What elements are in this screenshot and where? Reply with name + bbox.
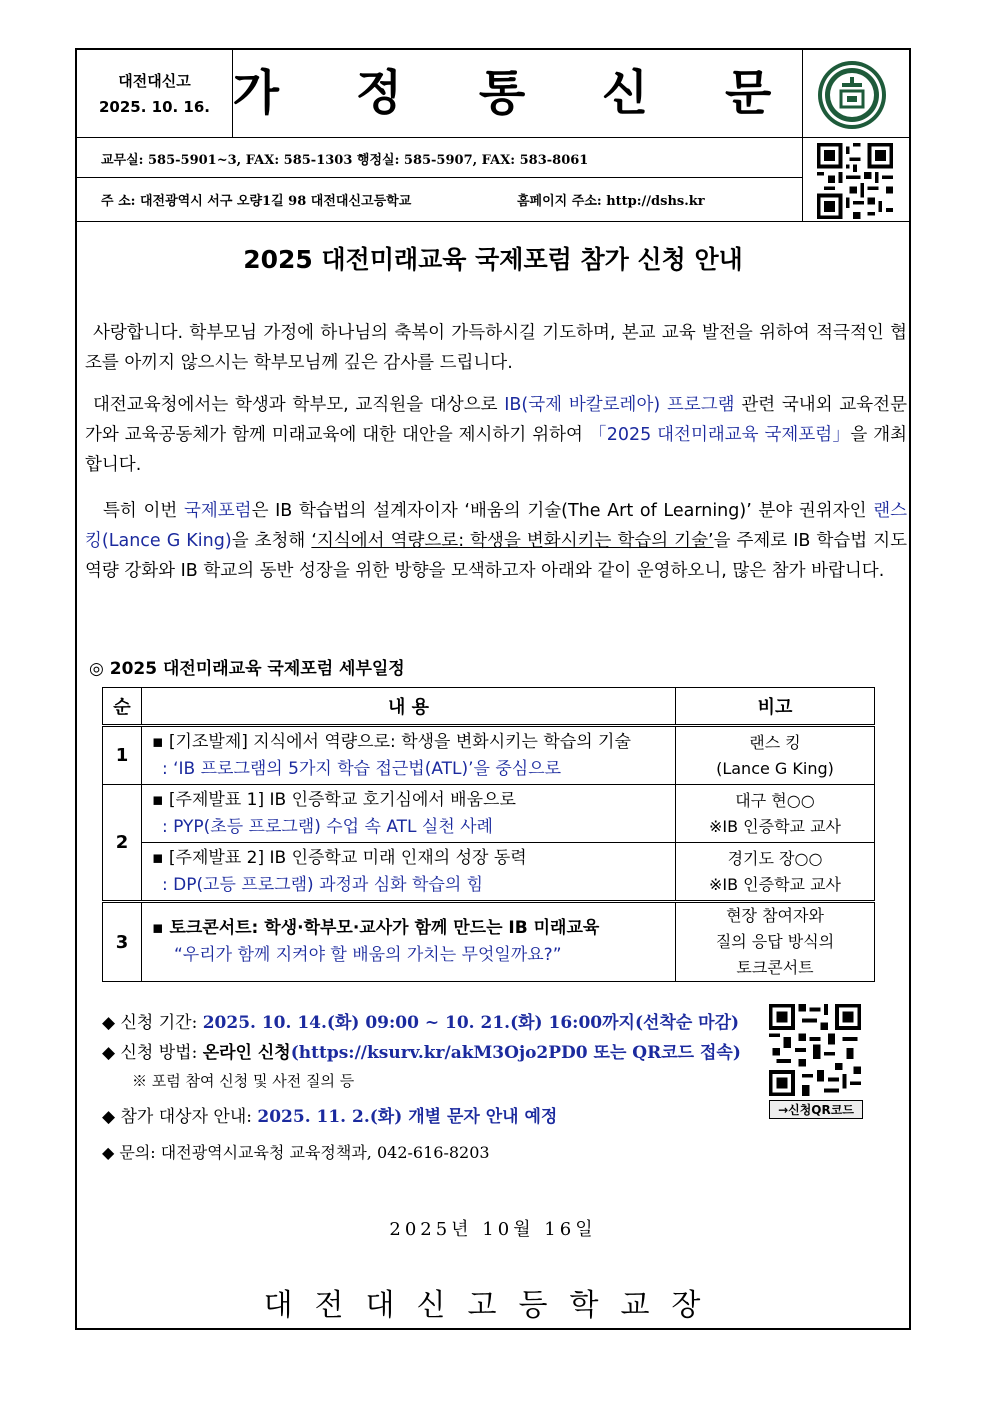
row-number: 1 <box>103 726 142 785</box>
table-header-row <box>103 688 875 726</box>
phone-fax-text: 교무실: 585-5901~3, FAX: 585-1303 행정실: 585-5907, FAX: 583-8061 <box>101 153 589 168</box>
row-sub-text: “우리가 함께 지켜야 할 배움의 가치는 무엇일까요?” <box>174 945 562 965</box>
row-number: 2 <box>103 785 142 902</box>
note-line: 경기도 장○○ <box>727 848 823 868</box>
apply-qr-code[interactable] <box>769 1004 861 1096</box>
paragraph-speaker <box>85 496 907 586</box>
row-number: 3 <box>103 902 142 982</box>
row-note <box>676 785 875 843</box>
address-text: 주 소: 대전광역시 서구 오량1길 98 대전대신고등학교 <box>101 194 412 209</box>
phone-info-row <box>77 137 802 178</box>
forum-highlight: 국제포럼 <box>183 501 252 521</box>
speaker-name-highlight: 랜스 킹(Lance G King) <box>85 501 907 551</box>
note-line: 토크콘서트 <box>736 958 814 977</box>
row-sub-text: : DP(고등 프로그램) 과정과 심화 학습의 힘 <box>162 874 484 895</box>
contact-line: ◆ 문의: 대전광역시교육청 교육정책과, 042-616-8203 <box>102 1143 490 1162</box>
apply-method-line <box>102 1038 741 1063</box>
p3-text-a: 특히 이번 <box>103 501 184 521</box>
row-note <box>676 726 875 785</box>
row-note <box>676 902 875 982</box>
school-name: 대전대신고 <box>118 72 191 90</box>
period-value: 2025. 10. 14.(화) 09:00 ~ 10. 21.(화) 16:00까지(선착순 마감) <box>202 1013 740 1033</box>
apply-period-line <box>102 1008 739 1033</box>
table-row <box>103 843 875 902</box>
logo-qr-box <box>802 50 910 221</box>
p3-text-e: 을 초청해 <box>231 531 312 551</box>
row-main-text: ▪ [주제발표 1] IB 인증학교 호기심에서 배움으로 <box>152 789 516 810</box>
table-row <box>103 726 875 785</box>
p2-text-e: 을 개최합니다. <box>85 425 907 475</box>
forum-name-highlight: 「2025 대전미래교육 국제포럼」 <box>588 425 851 445</box>
row-main-text: ▪ 토크콘서트: 학생·학부모·교사가 함께 만드는 IB 미래교육 <box>152 918 600 938</box>
row-content <box>142 843 676 902</box>
school-emblem-logo <box>816 59 888 131</box>
ib-program-highlight: IB(국제 바칼로레아) 프로그램 <box>504 395 735 415</box>
note-line: ※IB 인증학교 교사 <box>708 816 841 836</box>
address-info-row <box>77 177 802 221</box>
apply-method-note: ※ 포럼 참여 신청 및 사전 질의 등 <box>132 1072 355 1090</box>
col-header-no: 순 <box>103 688 142 726</box>
row-sub-text: : PYP(초등 프로그램) 수업 속 ATL 실천 사례 <box>162 816 493 837</box>
row-note <box>676 843 875 902</box>
period-label: ◆ 신청 기간: <box>102 1013 203 1033</box>
col-header-note: 비고 <box>676 688 875 726</box>
row-main-text: ▪ [주제발표 2] IB 인증학교 미래 인재의 성장 동력 <box>152 847 527 868</box>
target-value: 2025. 11. 2.(화) 개별 문자 안내 예정 <box>257 1107 558 1127</box>
p2-text-a: 대전교육청에서는 학생과 학부모, 교직원을 대상으로 <box>93 395 505 415</box>
footer-date: 2025년 10월 16일 <box>389 1219 597 1240</box>
paragraph-greeting: 사랑합니다. 학부모님 가정에 하나님의 축복이 가득하시길 기도하며, 본교 교육 발전을 위하여 적극적인 협조를 아끼지 않으시는 학부모님께 깊은 감사를 드립니다. <box>85 323 907 373</box>
note-line: ※IB 인증학교 교사 <box>708 874 841 894</box>
col-header-content: 내 용 <box>142 688 676 726</box>
table-row <box>103 902 875 982</box>
note-line: 랜스 킹 <box>749 732 801 752</box>
target-label: ◆ 참가 대상자 안내: <box>102 1107 258 1127</box>
note-line: 대구 현○○ <box>735 790 815 810</box>
note-line: (Lance G King) <box>716 758 834 778</box>
apply-url-link[interactable]: (https://ksurv.kr/akM3Ojo2PD0 또는 QR코드 접속) <box>290 1043 741 1063</box>
note-line: 현장 참여자와 <box>726 906 824 925</box>
row-content <box>142 726 676 785</box>
p2-text-c: 관련 국내외 교육전문가와 교육공동체가 함께 미래교육에 대한 대안을 제시하기 위하여 <box>85 395 907 445</box>
target-notice-line <box>102 1102 557 1127</box>
row-content <box>142 785 676 843</box>
p3-text-c: 은 IB 학습법의 설계자이자 ‘배움의 기술(The Art of Learning)’ 분야 권위자인 <box>251 501 874 521</box>
principal-signature: 대전대신고등학교장 <box>263 1288 723 1323</box>
issue-date: 2025. 10. 16. <box>98 98 211 116</box>
table-row <box>103 785 875 843</box>
schedule-table <box>102 687 875 982</box>
row-content <box>142 902 676 982</box>
document-title: 2025 대전미래교육 국제포럼 참가 신청 안내 <box>243 245 743 274</box>
document-frame <box>75 48 911 1330</box>
p3-text-g: 을 주제로 IB 학습법 지도 역량 강화와 IB 학교의 동반 성장을 위한 방향을 모색하고자 아래와 같이 운영하오니, 많은 참가 바랍니다. <box>85 531 907 581</box>
header-row <box>77 50 909 138</box>
note-line: 질의 응답 방식의 <box>715 932 835 951</box>
theme-underlined: ‘지식에서 역량으로: 학생을 변화시키는 학습의 기술’ <box>311 531 714 551</box>
row-sub-text: : ‘IB 프로그램의 5가지 학습 접근법(ATL)’을 중심으로 <box>162 758 562 779</box>
school-info-box <box>77 50 233 137</box>
newsletter-title: 가 정 통 신 문 <box>232 65 802 121</box>
homepage-link[interactable]: 홈페이지 주소: http://dshs.kr <box>517 194 705 209</box>
method-online: 온라인 신청 <box>202 1043 291 1063</box>
qr-caption: →신청QR코드 <box>769 1100 863 1119</box>
row-main-text: ▪ [기조발제] 지식에서 역량으로: 학생을 변화시키는 학습의 기술 <box>152 731 631 752</box>
paragraph-forum-intro <box>85 390 907 480</box>
method-label: ◆ 신청 방법: <box>102 1043 203 1063</box>
schedule-section-title: ◎ 2025 대전미래교육 국제포럼 세부일정 <box>89 659 405 679</box>
homepage-qr-code <box>817 143 893 219</box>
header-divider <box>77 221 909 222</box>
